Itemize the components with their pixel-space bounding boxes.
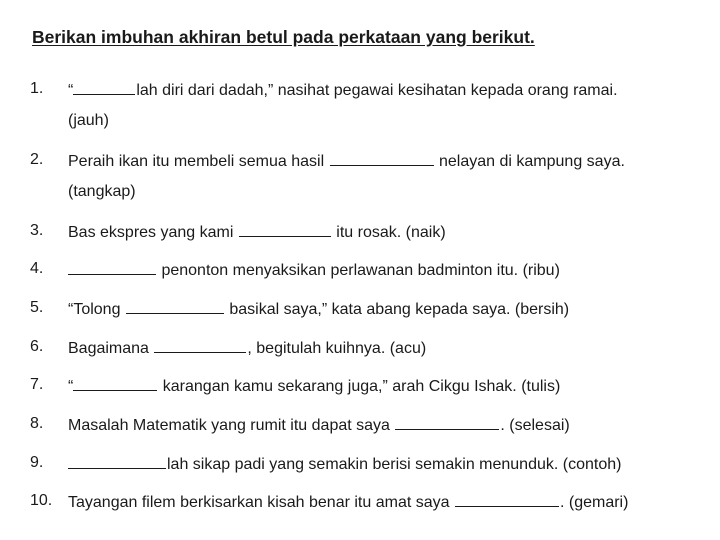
question-number: 10. (30, 492, 53, 509)
question-text: “ karangan kamu sekarang juga,” arah Cikgu Ishak. (tulis) (68, 375, 560, 397)
question-2-hint: (tangkap) (68, 183, 136, 200)
question-number: 7. (30, 376, 44, 393)
answer-blank[interactable] (330, 150, 434, 166)
question-text: Bas ekspres yang kami itu rosak. (naik) (68, 221, 446, 243)
answer-blank[interactable] (154, 337, 246, 353)
answer-blank[interactable] (455, 491, 559, 507)
answer-blank[interactable] (68, 453, 166, 469)
answer-blank[interactable] (68, 259, 156, 275)
worksheet-title: Berikan imbuhan akhiran betul pada perkataan yang berikut. (32, 27, 535, 47)
answer-blank[interactable] (395, 414, 499, 430)
answer-blank[interactable] (73, 375, 157, 391)
question-number: 2. (30, 151, 44, 168)
question-text: “ lah diri dari dadah,” nasihat pegawai kesihatan kepada orang ramai. (68, 79, 618, 101)
question-number: 3. (30, 222, 44, 239)
answer-blank[interactable] (239, 221, 331, 237)
question-text: Tayangan filem berkisarkan kisah benar itu amat saya . (gemari) (68, 491, 628, 513)
question-number: 4. (30, 260, 44, 277)
question-1-hint: (jauh) (68, 112, 109, 129)
question-number: 5. (30, 299, 44, 316)
question-text: Peraih ikan itu membeli semua hasil nelayan di kampung saya. (68, 150, 625, 172)
question-number: 9. (30, 454, 44, 471)
question-number: 6. (30, 338, 44, 355)
question-text: “Tolong basikal saya,” kata abang kepada saya. (bersih) (68, 298, 569, 320)
question-number: 1. (30, 80, 44, 97)
question-text: Masalah Matematik yang rumit itu dapat saya . (selesai) (68, 414, 570, 436)
question-text: Bagaimana , begitulah kuihnya. (acu) (68, 337, 426, 359)
question-text: lah sikap padi yang semakin berisi semakin menunduk. (contoh) (68, 453, 621, 475)
answer-blank[interactable] (73, 79, 135, 95)
question-text: penonton menyaksikan perlawanan badminton itu. (ribu) (68, 259, 560, 281)
answer-blank[interactable] (126, 298, 224, 314)
question-number: 8. (30, 415, 44, 432)
